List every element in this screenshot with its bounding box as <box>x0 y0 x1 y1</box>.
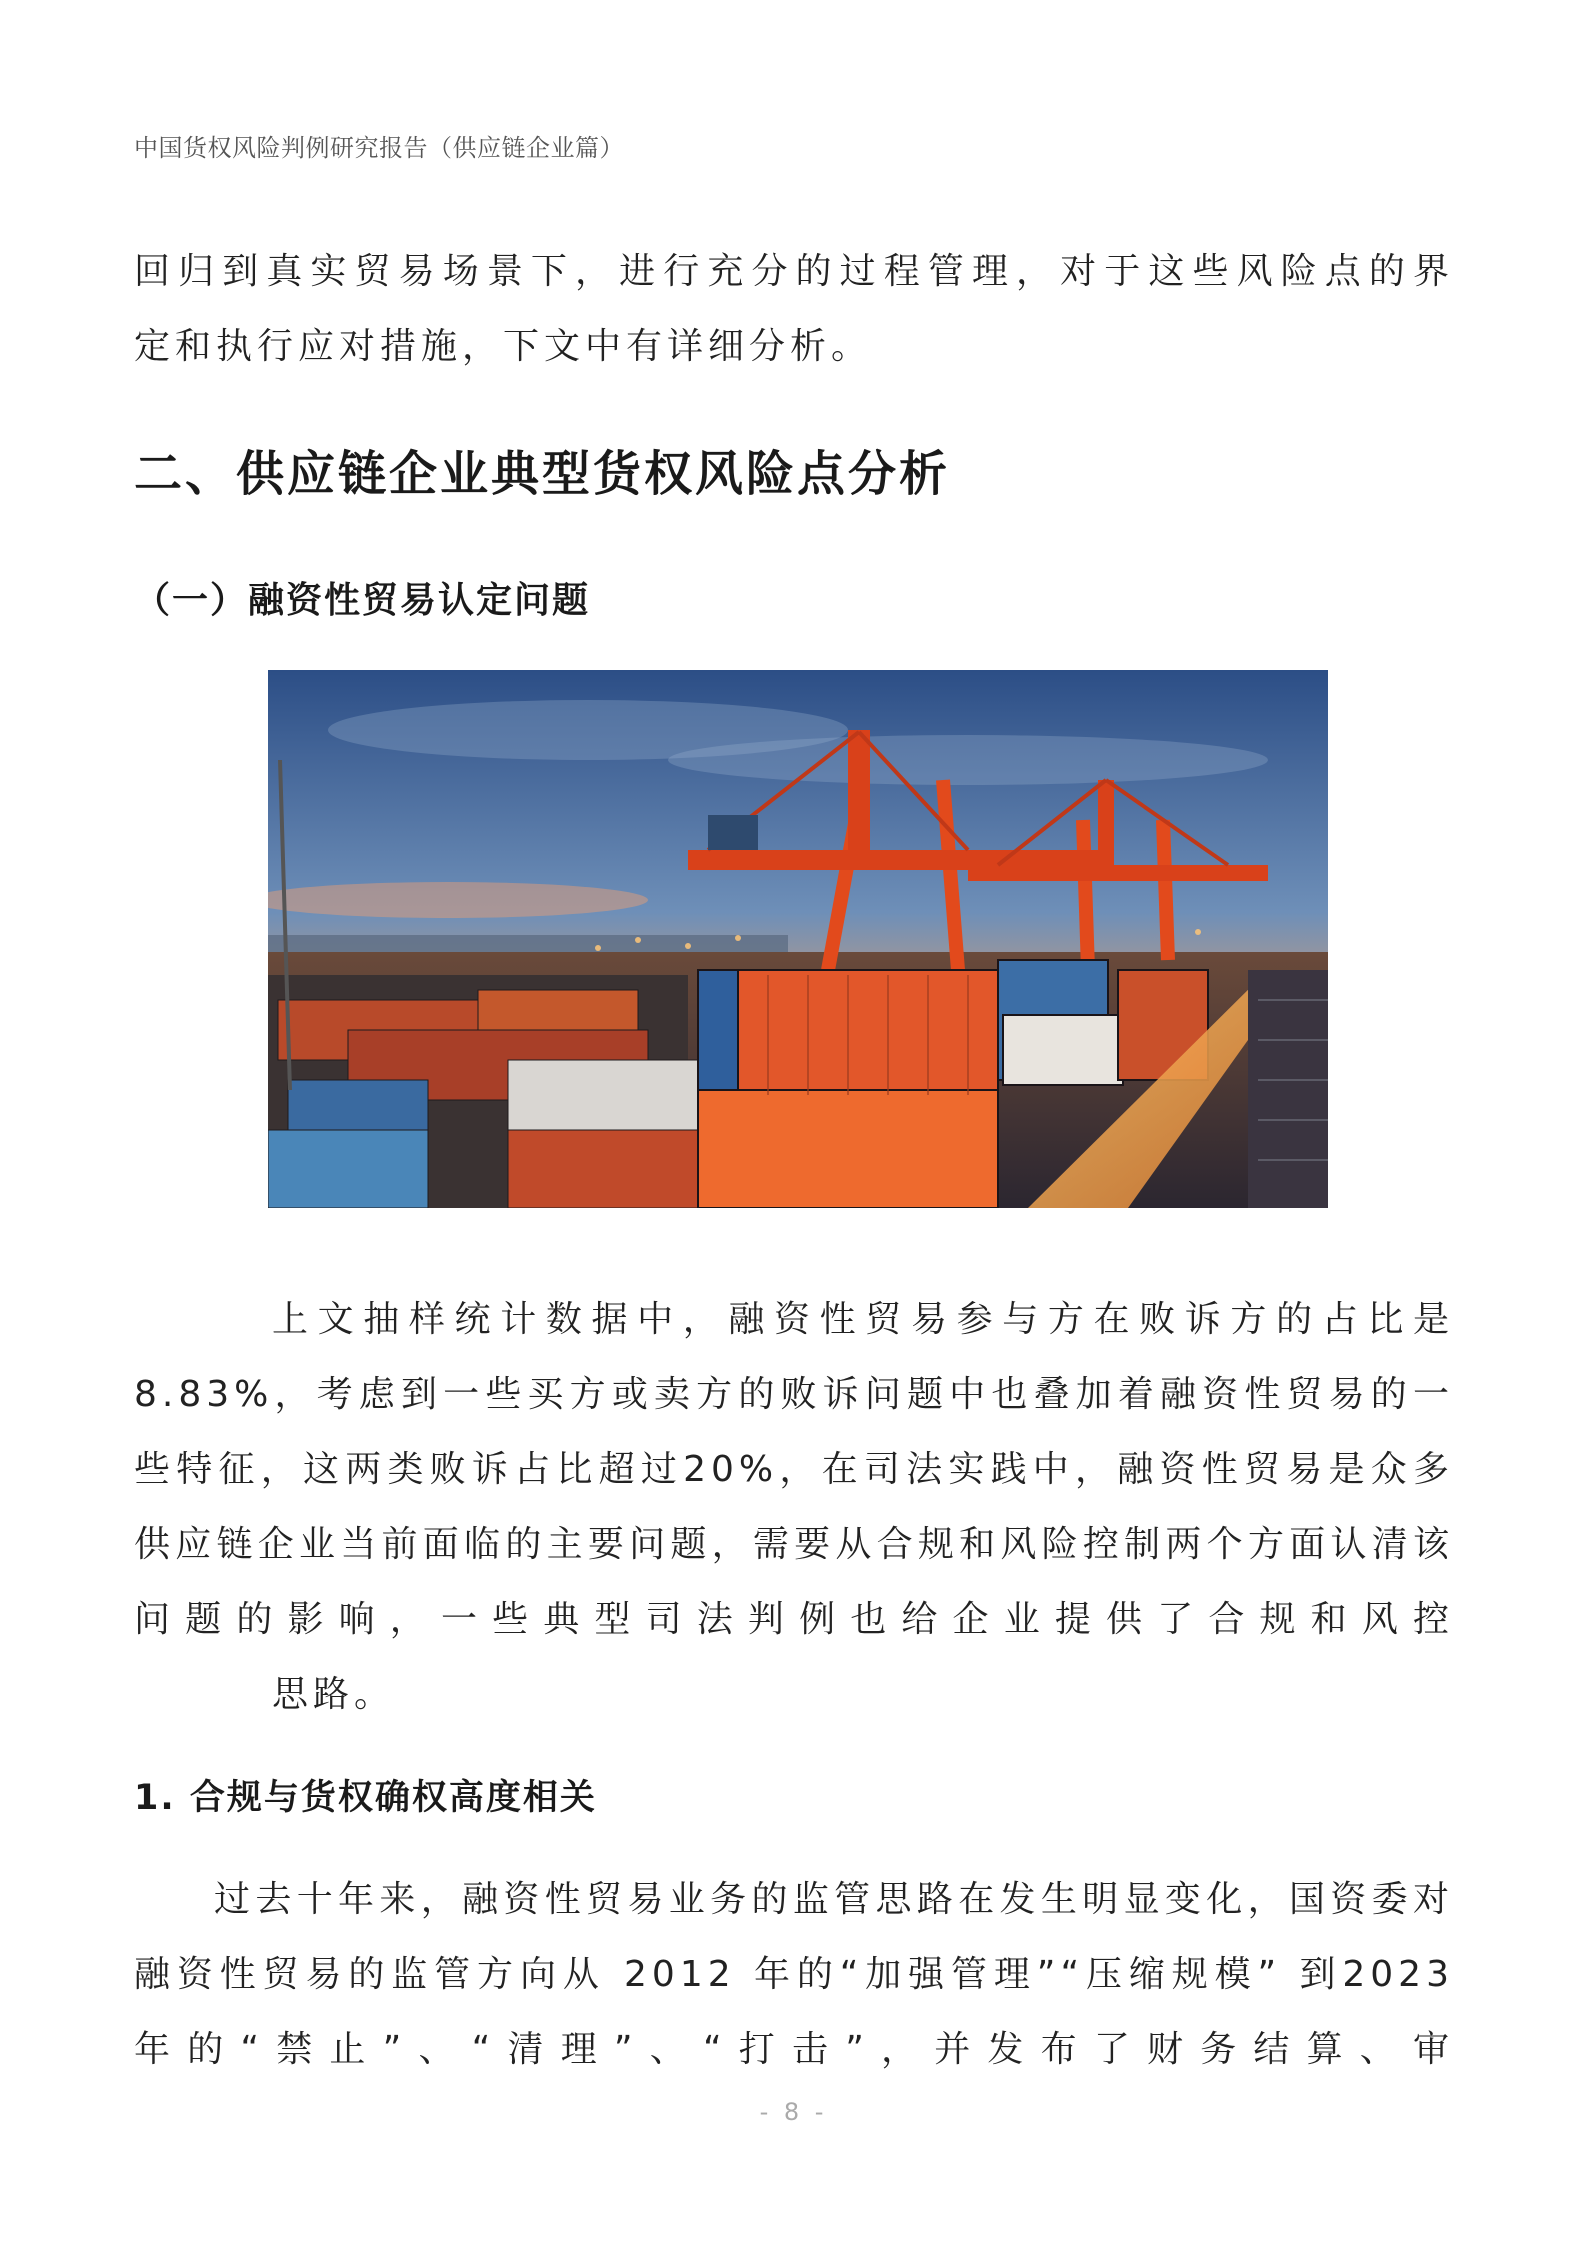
body2-line: 过去十年来，融资性贸易业务的监管思路在发生明显变化，国资委 <box>214 1879 1413 1920</box>
port-container-photo <box>268 670 1328 1208</box>
running-header: 中国货权风险判例研究报告（供应链企业篇） <box>134 134 624 162</box>
point-heading: 1. 合规与货权确权高度相关 <box>134 1778 597 1818</box>
subsection-heading: （一）融资性贸易认定问题 <box>134 580 591 621</box>
intro-paragraph <box>134 234 1454 384</box>
body-paragraph-1 <box>134 1282 1454 1732</box>
body1-line: 8.83%，考虑到一些买方或卖方的败诉问题中也叠加着融资性贸易的 <box>134 1374 1413 1415</box>
body1-line: 思路。 <box>272 1674 396 1715</box>
body2-line: 对融资性贸易的监管方向从 2012 年的“加强管理”“压缩规模” 到 <box>134 1879 1454 1995</box>
body1-line: 众多供应链企业当前面临的主要问题，需要从合规和风险控制两个方 <box>134 1449 1454 1565</box>
page-number: - 8 - <box>759 2098 828 2126</box>
intro-line: 回归到真实贸易场景下，进行充分的过程管理，对于这些风险点的界 <box>134 251 1454 292</box>
body-paragraph-2 <box>134 1862 1454 2087</box>
body1-line: 一些特征，这两类败诉占比超过20%，在司法实践中，融资性贸易是 <box>134 1374 1454 1490</box>
body1-line: 上文抽样统计数据中，融资性贸易参与方在败诉方的占比是 <box>272 1299 1454 1340</box>
body1-line: 面认清该问题的影响，一些典型司法判例也给企业提供了合规和风控 <box>134 1524 1454 1640</box>
port-illustration <box>268 670 1328 1208</box>
section-heading: 二、供应链企业典型货权风险点分析 <box>134 446 951 502</box>
body2-line: 2023 年的“禁止”、“清理”、“打击”，并发布了财务结算、审 <box>134 1954 1454 2070</box>
intro-line: 定和执行应对措施，下文中有详细分析。 <box>134 326 873 367</box>
